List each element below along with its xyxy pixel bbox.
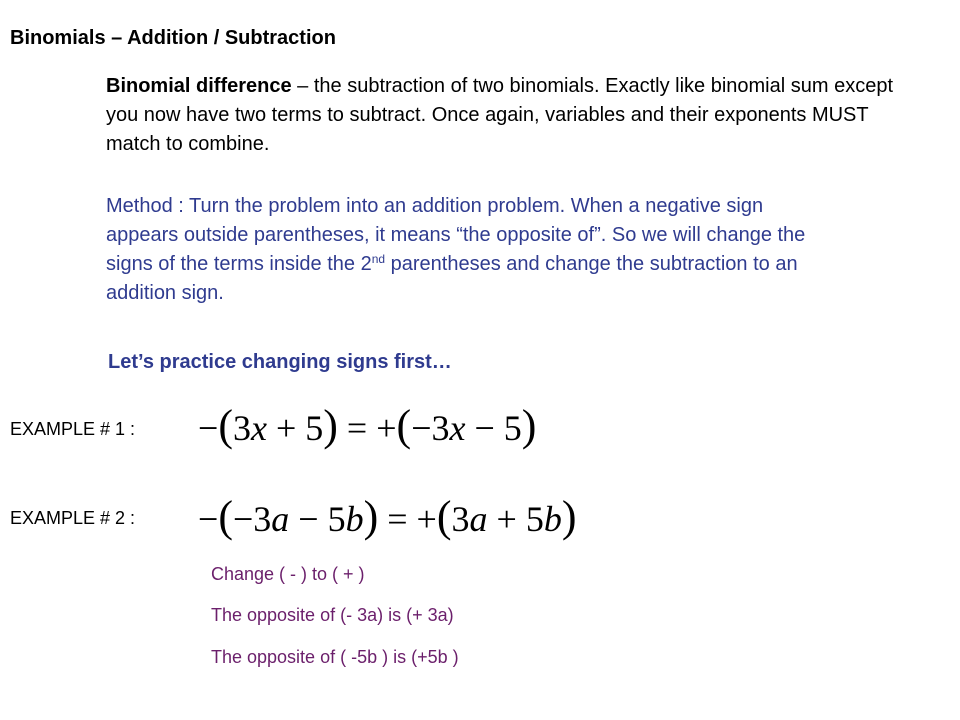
definition-text: – the subtraction of two binomials. Exactly like binomial sum except you now have two terms to subtract. Once again, variables and their exponents MUST match to combine. bbox=[106, 75, 893, 155]
equation-term: + 5 bbox=[266, 408, 324, 448]
method-superscript: nd bbox=[371, 252, 386, 266]
equation-term: −3 bbox=[232, 499, 272, 539]
open-paren: ( bbox=[218, 401, 233, 450]
equation-term: − 5 bbox=[289, 499, 346, 539]
equation-variable: a bbox=[469, 499, 488, 539]
definition-paragraph bbox=[106, 72, 926, 159]
explanation-line-2: The opposite of (- 3a) is (+ 3a) bbox=[211, 605, 454, 625]
definition-term: Binomial difference bbox=[106, 75, 292, 97]
equation-term: 3 bbox=[232, 408, 251, 448]
slide-title: Binomials – Addition / Subtraction bbox=[10, 27, 336, 49]
close-paren: ) bbox=[363, 492, 379, 541]
equation-term: + 5 bbox=[487, 499, 544, 539]
open-paren: ( bbox=[396, 401, 412, 450]
equation-variable: x bbox=[250, 408, 267, 448]
equation-term: −3 bbox=[411, 408, 450, 448]
equation-lead-sign: − bbox=[198, 499, 219, 539]
equation-variable: b bbox=[345, 499, 364, 539]
method-text-before: Method : Turn the problem into an addition problem. When a negative sign appears outside parentheses, it means “the opposite of”. So we will change the signs of the terms inside the 2 bbox=[106, 195, 806, 275]
close-paren: ) bbox=[521, 401, 537, 450]
example-1-equation bbox=[198, 401, 537, 450]
explanation-line-3: The opposite of ( -5b ) is (+5b ) bbox=[211, 647, 459, 667]
equation-variable: b bbox=[543, 499, 562, 539]
open-paren: ( bbox=[436, 492, 452, 541]
equation-variable: x bbox=[449, 408, 466, 448]
example-1-label: EXAMPLE # 1 : bbox=[10, 419, 136, 439]
close-paren: ) bbox=[561, 492, 577, 541]
example-2-label: EXAMPLE # 2 : bbox=[10, 508, 136, 528]
explanation-line-1: Change ( - ) to ( + ) bbox=[211, 564, 365, 584]
open-paren: ( bbox=[218, 492, 233, 541]
practice-heading: Let’s practice changing signs first… bbox=[108, 351, 452, 373]
equation-middle: = + bbox=[378, 499, 437, 539]
equation-lead-sign: − bbox=[198, 408, 219, 448]
equation-variable: a bbox=[271, 499, 290, 539]
example-2-equation bbox=[198, 492, 577, 541]
equation-term: 3 bbox=[451, 499, 470, 539]
equation-term: − 5 bbox=[465, 408, 522, 448]
equation-middle: = + bbox=[337, 408, 397, 448]
method-paragraph bbox=[106, 192, 806, 308]
close-paren: ) bbox=[323, 401, 338, 450]
method-text-after: parentheses and change the subtraction to an addition sign. bbox=[106, 253, 798, 304]
